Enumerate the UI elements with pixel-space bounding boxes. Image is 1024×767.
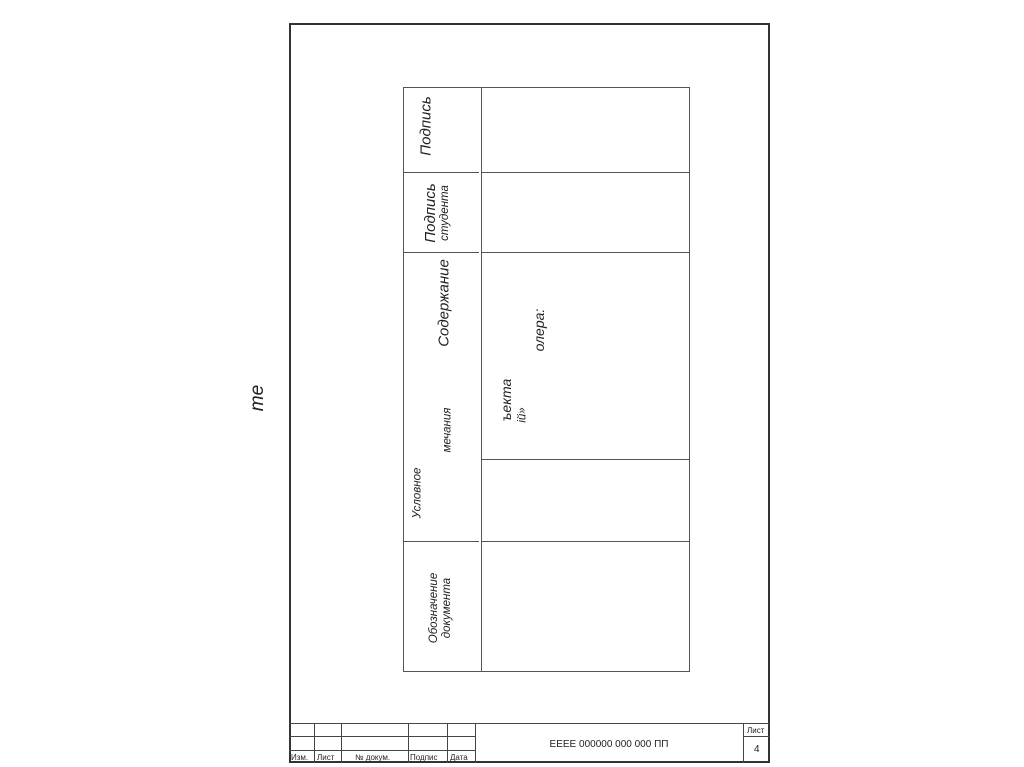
header-signature: Подпись [417,96,435,156]
row-divider [481,252,689,253]
header-designation [428,573,454,643]
stamp-label-doc-no: № докум. [355,753,391,762]
header-student-signature [422,183,452,243]
title-block [289,723,770,763]
header-notes-continuation: мечания [441,407,454,453]
header-divider [404,172,479,173]
side-note: те [247,384,268,412]
content-fragment-1: ъекта [497,378,514,422]
stamp-col [314,723,315,763]
sheet-number: 4 [754,744,760,755]
stamp-label-signature: Подпис [410,753,438,762]
header-conditional: Условное [411,467,424,519]
header-divider [404,541,479,542]
stamp-row [289,750,475,751]
content-fragment-2: ій» [516,407,529,423]
stamp-col [408,723,409,763]
stamp-label-change: Изм. [291,753,309,762]
header-student-signature-line1: Подпись [421,183,439,243]
header-student-signature-line2: студента [439,185,452,241]
header-designation-line1: Обозначение [427,572,440,644]
sheet-box-label: Лист [747,726,765,735]
stamp-col [447,723,448,763]
header-divider [404,252,479,253]
header-column-divider [481,88,482,671]
stamp-col [341,723,342,763]
content-fragment-3: олера: [530,308,547,352]
row-divider [481,541,689,542]
stamp-row [289,736,475,737]
row-divider [481,459,689,460]
stamp-label-sheet: Лист [317,753,335,762]
sheet-box-divider [743,736,770,737]
header-content: Содержание [435,259,453,347]
row-divider [481,172,689,173]
document-table [403,87,690,672]
stamp-label-date: Дата [450,753,468,762]
header-designation-line2: документа [441,577,453,639]
document-code: ЕЕЕЕ 000000 000 000 ПП [475,723,743,764]
